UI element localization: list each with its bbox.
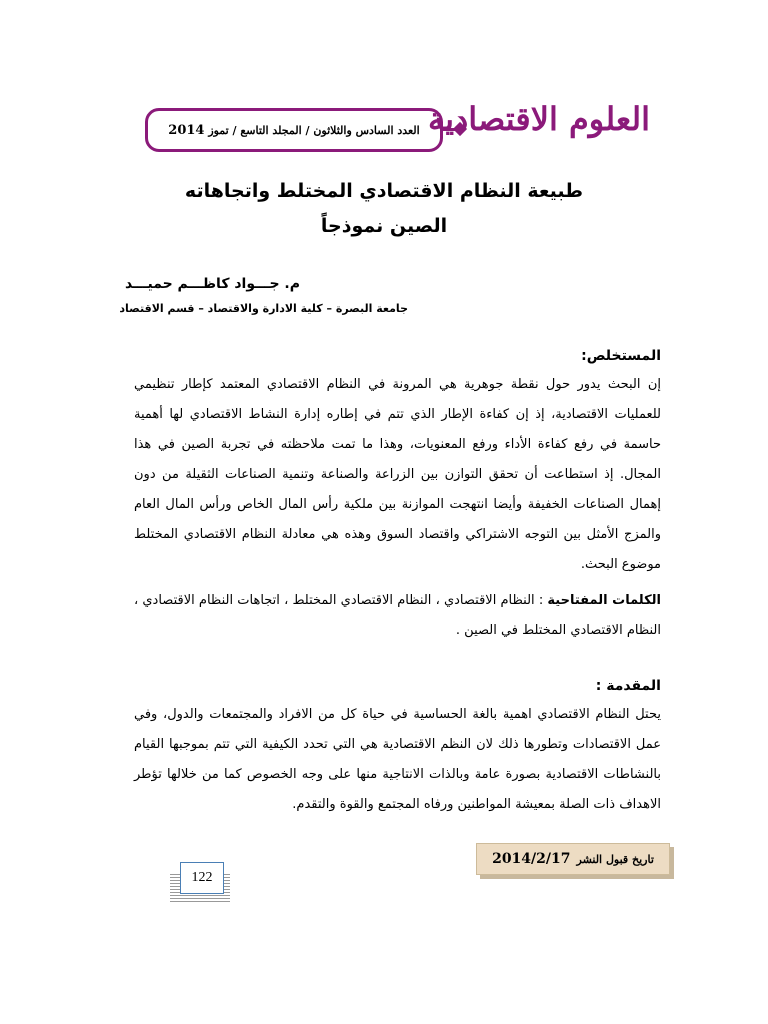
author-affiliation: جامعة البصرة – كلية الادارة والاقتصاد – قسم الاقتصاد	[119, 302, 408, 315]
article-subtitle: الصين نموذجاً	[320, 215, 448, 237]
acceptance-date-label: تاريخ قبول النشر	[576, 852, 654, 866]
keywords-paragraph	[134, 586, 661, 646]
issue-info-box	[145, 108, 443, 152]
abstract-heading: المستخلص:	[581, 348, 661, 364]
issue-year: 2014	[168, 122, 205, 138]
abstract-text: إن البحث يدور حول نقطة جوهرية هي المرونة في النظام الاقتصادي المعتمد كإطار تنظيمي للعمليات الاقتصادية، إذ إن كفاءة الإطار الذي تتم في إطاره إدارة النشاط الاقتصادي لها أهمية حاسمة في رفع كفاءة الأداء ورفع المعنويات، وهذا ما تمت ملاحظته في تجربة الصين في هذا المجال. إذ استطاعت أن تحقق التوازن بين الزراعة والصناعة وتنمية الصناعات الثقيلة من دون إهمال الصناعات الخفيفة وأيضا انتهجت الموازنة بين ملكية رأس المال الخاص ورأس المال العام والمزج الأمثل بين التوجه الاشتراكي واقتصاد السوق وهذه هي معادلة النظام الاقتصادي المختلط موضوع البحث.	[134, 377, 661, 572]
introduction-text: يحتل النظام الاقتصادي اهمية بالغة الحساسية في حياة كل من الافراد والمجتمعات والدول، وفي عمل الاقتصادات وتطورها ذلك لان النظم الاقتصادية هي التي تحدد الكيفية التي تتم بموجبها القيام بالنشاطات الاقتصادية بصورة عامة وبالذات الانتاجية منها على وجه الخصوص كما من خلالها تؤطر الاهداف ذات الصلة بمعيشة المواطنين ورفاه المجتمع والقوة والتقدم.	[134, 707, 661, 812]
introduction-heading: المقدمة :	[595, 678, 661, 694]
journal-title: العلوم الاقتصادية	[427, 100, 650, 138]
page-number: 122	[180, 862, 224, 894]
acceptance-date-badge	[476, 843, 670, 875]
acceptance-date-value: 2014/2/17	[492, 851, 571, 867]
article-title: طبيعة النظام الاقتصادي المختلط واتجاهاته	[184, 180, 584, 202]
issue-info: العدد السادس والثلاثون / المجلد التاسع / تموز	[208, 123, 420, 137]
keywords-label: الكلمات المفتاحية	[547, 593, 661, 608]
keywords-text: : النظام الاقتصادي ، النظام الاقتصادي المختلط ، اتجاهات النظام الاقتصادي ، النظام الاقتصادي المختلط في الصين .	[134, 593, 661, 638]
author-name: م. جـــواد كاظـــم حميـــد	[125, 276, 300, 292]
